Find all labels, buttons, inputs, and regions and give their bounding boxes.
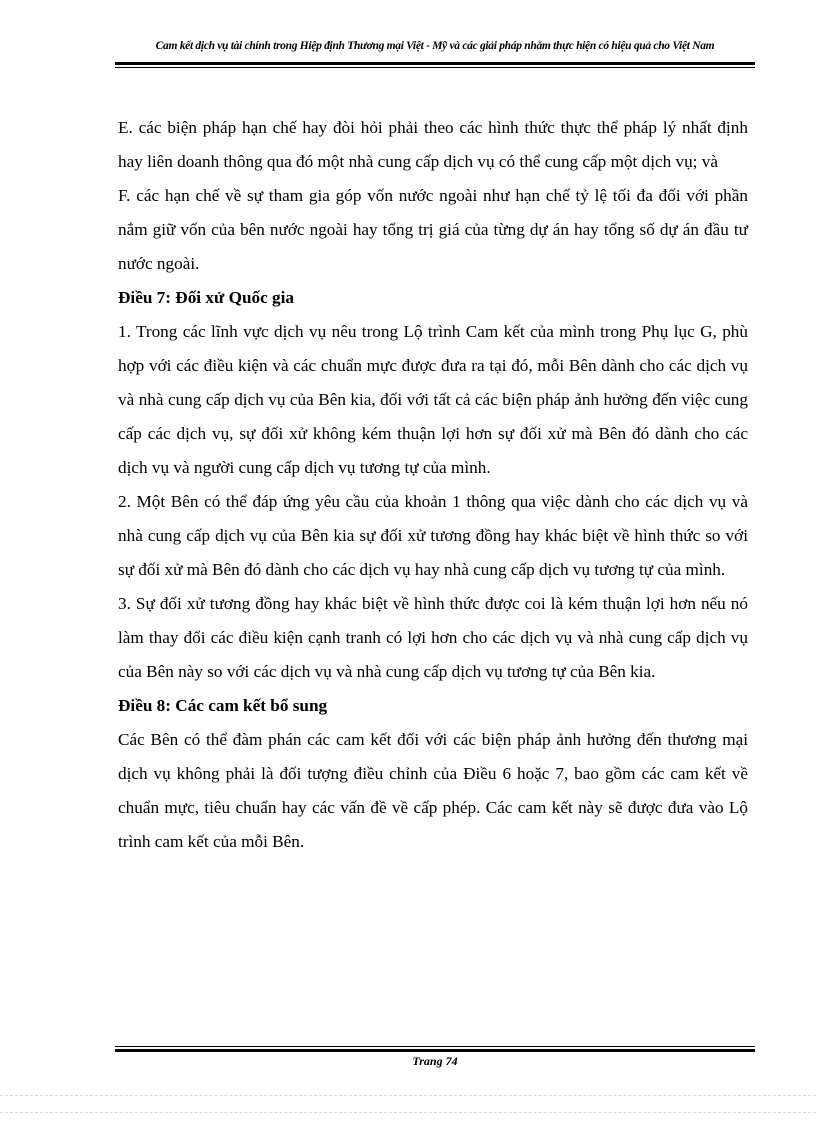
header-rule-thin — [115, 67, 755, 68]
paragraph-7-1: 1. Trong các lĩnh vực dịch vụ nêu trong Lộ trình Cam kết của mình trong Phụ lục G, phù hợp với các điều kiện và các chuẩn mực được đưa ra tại đó, mỗi Bên dành cho các dịch vụ và nhà cung cấp dịch vụ của Bên kia, đối với tất cả các biện pháp ảnh hưởng đến việc cung cấp các dịch vụ, sự đối xử không kém thuận lợi hơn sự đối xử mà Bên đó dành cho các dịch vụ và người cung cấp dịch vụ tương tự của mình. — [118, 322, 748, 477]
paragraph-e: E. các biện pháp hạn chế hay đòi hỏi phải theo các hình thức thực thể pháp lý nhất định hay liên doanh thông qua đó một nhà cung cấp dịch vụ có thể cung cấp một dịch vụ; và — [118, 118, 748, 171]
paragraph-7-2: 2. Một Bên có thể đáp ứng yêu cầu của khoản 1 thông qua việc dành cho các dịch vụ và nhà cung cấp dịch vụ của Bên kia sự đối xử tương đồng hay khác biệt về hình thức so với sự đối xử mà Bên đó dành cho các dịch vụ hay nhà cung cấp dịch vụ tương tự của mình. — [118, 492, 748, 579]
document-body — [118, 111, 748, 859]
paragraph-8: Các Bên có thể đàm phán các cam kết đối với các biện pháp ảnh hưởng đến thương mại dịch vụ không phải là đối tượng điều chỉnh của Điều 6 hoặc 7, bao gồm các cam kết về chuẩn mực, tiêu chuẩn hay các vấn đề về cấp phép. Các cam kết này sẽ được đưa vào Lộ trình cam kết của mỗi Bên. — [118, 730, 748, 851]
page-break-line — [0, 1112, 816, 1113]
paragraph-7-3: 3. Sự đối xử tương đồng hay khác biệt về hình thức được coi là kém thuận lợi hơn nếu nó làm thay đổi các điều kiện cạnh tranh có lợi hơn cho các dịch vụ và nhà cung cấp dịch vụ của Bên này so với các dịch vụ và nhà cung cấp dịch vụ tương tự của Bên kia. — [118, 594, 748, 681]
page-number: Trang 74 — [412, 1054, 458, 1068]
heading-article-8: Điều 8: Các cam kết bổ sung — [118, 696, 328, 715]
heading-article-7: Điều 7: Đối xử Quốc gia — [118, 288, 294, 307]
page-break-line — [0, 1095, 816, 1096]
footer-rule-thick — [115, 1049, 755, 1052]
paragraph-f: F. các hạn chế về sự tham gia góp vốn nước ngoài như hạn chế tỷ lệ tối đa đối với phần nắm giữ vốn của bên nước ngoài hay tổng trị giá của từng dự án hay tổng số dự án đầu tư nước ngoài. — [118, 186, 748, 273]
header-rule-thick — [115, 62, 755, 65]
footer-rule-thin — [115, 1046, 755, 1047]
page-header: Cam kết dịch vụ tài chính trong Hiệp định Thương mại Việt - Mỹ và các giải pháp nhằm thực hiện có hiệu quả cho Việt Nam — [155, 40, 715, 52]
